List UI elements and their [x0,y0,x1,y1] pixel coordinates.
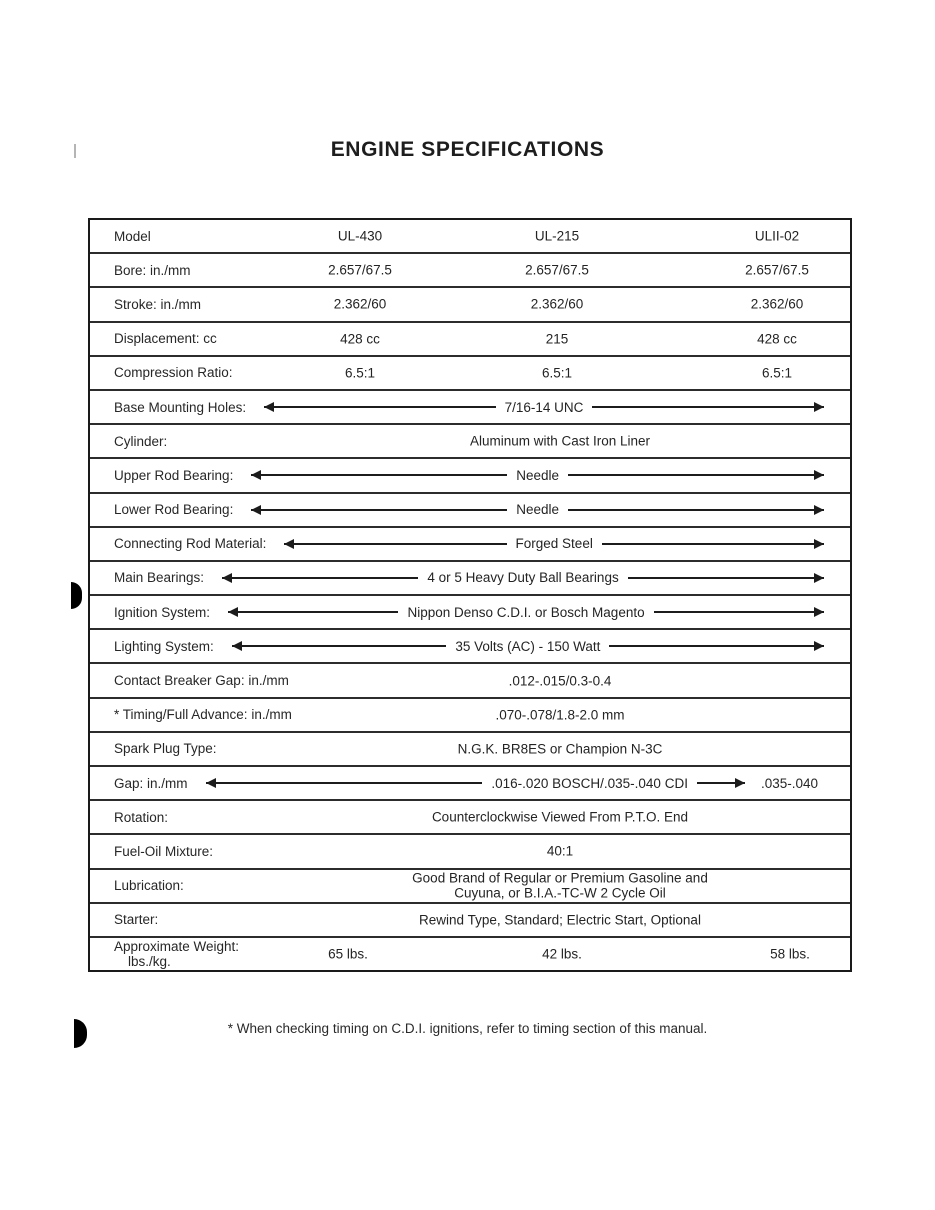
page-title: ENGINE SPECIFICATIONS [330,138,605,161]
arrow-right-icon [628,577,824,579]
spec-label: Gap: in./mm [114,775,188,791]
spec-row [90,662,850,696]
span-arrow [251,468,824,483]
spec-value: Counterclockwise Viewed From P.T.O. End [431,809,689,825]
arrow-right-icon [568,474,824,476]
arrow-left-icon [284,543,506,545]
spec-value-extra: .035-.040 [760,775,818,791]
spec-label: Contact Breaker Gap: in./mm [114,673,289,689]
spec-value-col-2: 42 lbs. [542,946,582,962]
spec-row [90,868,850,902]
span-arrow [232,639,824,654]
span-arrow [228,605,824,620]
spec-label: Bore: in./mm [114,262,191,278]
arrow-right-icon [568,509,824,511]
spec-row [90,697,850,731]
binder-mark-icon [71,582,82,609]
spec-value-col-3: 58 lbs. [770,946,810,962]
spec-value-col-2: 6.5:1 [541,365,573,381]
spec-value-col-2: UL-215 [534,228,580,244]
spec-row [90,286,850,320]
spec-label: Spark Plug Type: [114,741,217,757]
arrow-right-icon [697,782,745,784]
spec-value: Rewind Type, Standard; Electric Start, Optional [419,912,701,928]
arrow-left-icon [222,577,418,579]
arrow-right-icon [602,543,824,545]
spec-label: Model [114,228,151,244]
spec-value: Needle [516,502,560,518]
spec-label: Lubrication: [114,878,184,894]
spec-value: 4 or 5 Heavy Duty Ball Bearings [427,570,619,586]
span-arrow [251,502,824,517]
spec-value: .012-.015/0.3-0.4 [508,673,612,689]
spec-label: Lower Rod Bearing: [114,502,234,518]
spec-label: Fuel-Oil Mixture: [114,843,214,859]
spec-value-col-1: 2.362/60 [333,296,387,312]
spec-label: Lighting System: [114,638,214,654]
span-arrow [222,570,824,585]
spec-label: Ignition System: [114,604,211,620]
spec-label: Connecting Rod Material: [114,536,267,552]
spec-label: Rotation: [114,809,169,825]
spec-row [90,765,850,799]
arrow-left-icon [251,509,507,511]
arrow-right-icon [592,406,824,408]
spec-value-line-2: Cuyuna, or B.I.A.-TC-W 2 Cycle Oil [454,885,666,901]
spec-value: N.G.K. BR8ES or Champion N-3C [457,741,663,757]
spec-value: Nippon Denso C.D.I. or Bosch Magento [407,604,645,620]
spec-label: Starter: [114,912,159,928]
spec-label: Main Bearings: [114,570,205,586]
spec-row [90,731,850,765]
spec-row [90,355,850,389]
spec-value: 35 Volts (AC) - 150 Watt [455,638,601,654]
footnote: * When checking timing on C.D.I. ignitions, refer to timing section of this manual. [227,1021,708,1036]
spec-value-col-3: 428 cc [757,331,797,347]
span-arrow [284,536,824,551]
span-arrow [206,776,824,791]
spec-value-col-3: ULII-02 [754,228,800,244]
spec-row [90,594,850,628]
span-arrow [264,400,824,415]
arrow-left-icon [251,474,507,476]
spec-label: * Timing/Full Advance: in./mm [114,707,292,723]
spec-value-col-3: 6.5:1 [761,365,793,381]
spec-value-col-1: UL-430 [337,228,383,244]
spec-row [90,560,850,594]
spec-value-col-3: 2.657/67.5 [745,262,809,278]
spec-label: Stroke: in./mm [114,296,202,312]
spec-row [90,628,850,662]
spec-label-line-1: Approximate Weight: [114,939,240,955]
spec-value-col-2: 2.362/60 [530,296,584,312]
arrow-left-icon [264,406,496,408]
spec-row [90,526,850,560]
spec-row [90,799,850,833]
spec-label: Upper Rod Bearing: [114,467,234,483]
spec-value-line-1: Good Brand of Regular or Premium Gasoline and [412,870,708,886]
spec-label-line-2: lbs./kg. [128,954,171,970]
spec-value: Aluminum with Cast Iron Liner [469,433,651,449]
spec-value-col-1: 6.5:1 [344,365,376,381]
spec-value: Forged Steel [515,536,593,552]
spec-row [90,220,850,252]
spec-value-col-1: 65 lbs. [328,946,368,962]
spec-value [412,870,708,901]
spec-label: Displacement: cc [114,331,217,347]
spec-row [90,833,850,867]
spec-row [90,423,850,457]
spec-value: 40:1 [546,843,574,859]
spec-row [90,492,850,526]
spec-value: .070-.078/1.8-2.0 mm [495,707,625,723]
spec-row [90,457,850,491]
spec-table [88,218,852,972]
arrow-left-icon [206,782,483,784]
spec-label: Base Mounting Holes: [114,399,247,415]
spec-value: Needle [516,467,560,483]
spec-value-col-1: 2.657/67.5 [328,262,392,278]
spec-value-col-2: 2.657/67.5 [525,262,589,278]
spec-value-col-2: 215 [545,331,569,347]
spec-value: .016-.020 BOSCH/.035-.040 CDI [491,775,688,791]
spec-row [90,321,850,355]
spec-row [90,389,850,423]
arrow-left-icon [232,645,447,647]
arrow-left-icon [228,611,398,613]
spec-label: Cylinder: [114,433,168,449]
spec-row [90,252,850,286]
arrow-right-icon [654,611,824,613]
spec-value: 7/16-14 UNC [504,399,584,415]
spec-label: Compression Ratio: [114,365,233,381]
arrow-right-icon [609,645,824,647]
spec-label [90,939,239,969]
spec-row [90,902,850,936]
spec-value-col-1: 428 cc [340,331,380,347]
spec-row [90,936,850,970]
spec-value-col-3: 2.362/60 [750,296,804,312]
